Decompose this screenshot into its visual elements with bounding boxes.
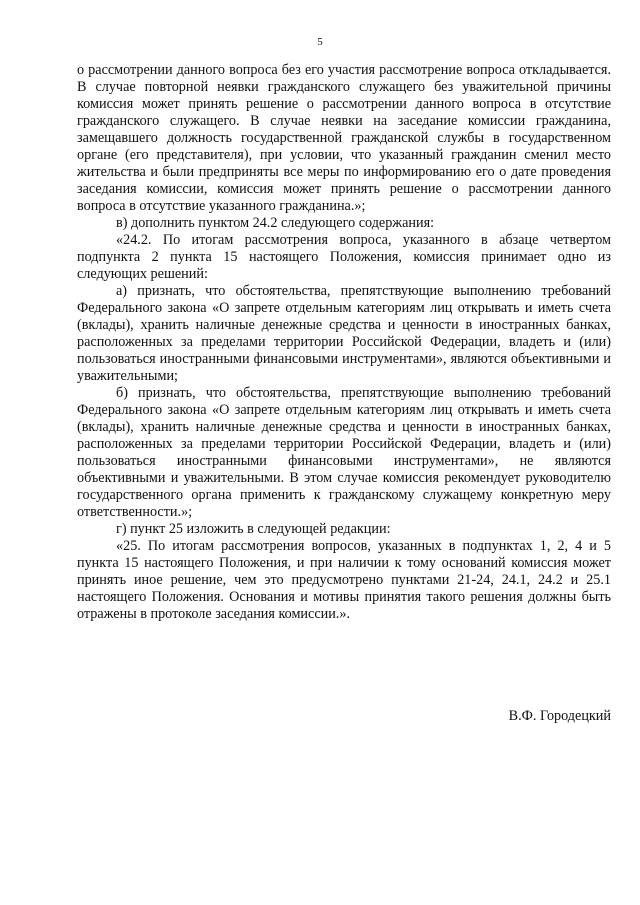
paragraph: о рассмотрении данного вопроса без его участия рассмотрение вопроса откладывается. В случае повторной неявки гражданского служащего без уважительной причины комиссия может принять решение о рассмотрении данного вопроса в отсутствие гражданского служащего. В случае неявки на заседание комиссии гражданина, замещавшего должность государственной гражданской службы в государственном органе (его представителя), при условии, что указанный гражданин сменил место жительства и были предприняты все меры по информированию его о дате проведения заседания комиссии, комиссия может принять решение о рассмотрении данного вопроса в отсутствие указанного гражданина.»; [77, 62, 611, 214]
paragraph: в) дополнить пунктом 24.2 следующего содержания: [116, 215, 435, 231]
signature: В.Ф. Городецкий [508, 708, 611, 724]
paragraph: г) пункт 25 изложить в следующей редакции: [116, 521, 391, 537]
page-number: 5 [317, 36, 323, 48]
paragraph: а) признать, что обстоятельства, препятствующие выполнению требований Федерального закона «О запрете отдельным категориям лиц открывать и иметь счета (вклады), хранить наличные денежные средства и ценности в иностранных банках, расположенных за пределами территории Российской Федерации, владеть и (или) пользоваться иностранными финансовыми инструментами», являются объективными и уважительными; [77, 283, 611, 384]
paragraph: «25. По итогам рассмотрения вопросов, указанных в подпунктах 1, 2, 4 и 5 пункта 15 настоящего Положения, и при наличии к тому оснований комиссия может принять иное решение, чем это предусмотрено пунктами 21-24, 24.1, 24.2 и 25.1 настоящего Положения. Основания и мотивы принятия такого решения должны быть отражены в протоколе заседания комиссии.». [77, 538, 611, 622]
document-body [77, 62, 611, 623]
paragraph: «24.2. По итогам рассмотрения вопроса, указанного в абзаце четвертом подпункта 2 пункта 15 настоящего Положения, комиссия принимает одно из следующих решений: [77, 232, 611, 282]
paragraph: б) признать, что обстоятельства, препятствующие выполнению требований Федерального закона «О запрете отдельным категориям лиц открывать и иметь счета (вклады), хранить наличные денежные средства и ценности в иностранных банках, расположенных за пределами территории Российской Федерации, владеть и (или) пользоваться иностранными финансовыми инструментами», не являются объективными и уважительными. В этом случае комиссия рекомендует руководителю государственного органа применить к гражданскому служащему конкретную меру ответственности.»; [77, 385, 611, 520]
